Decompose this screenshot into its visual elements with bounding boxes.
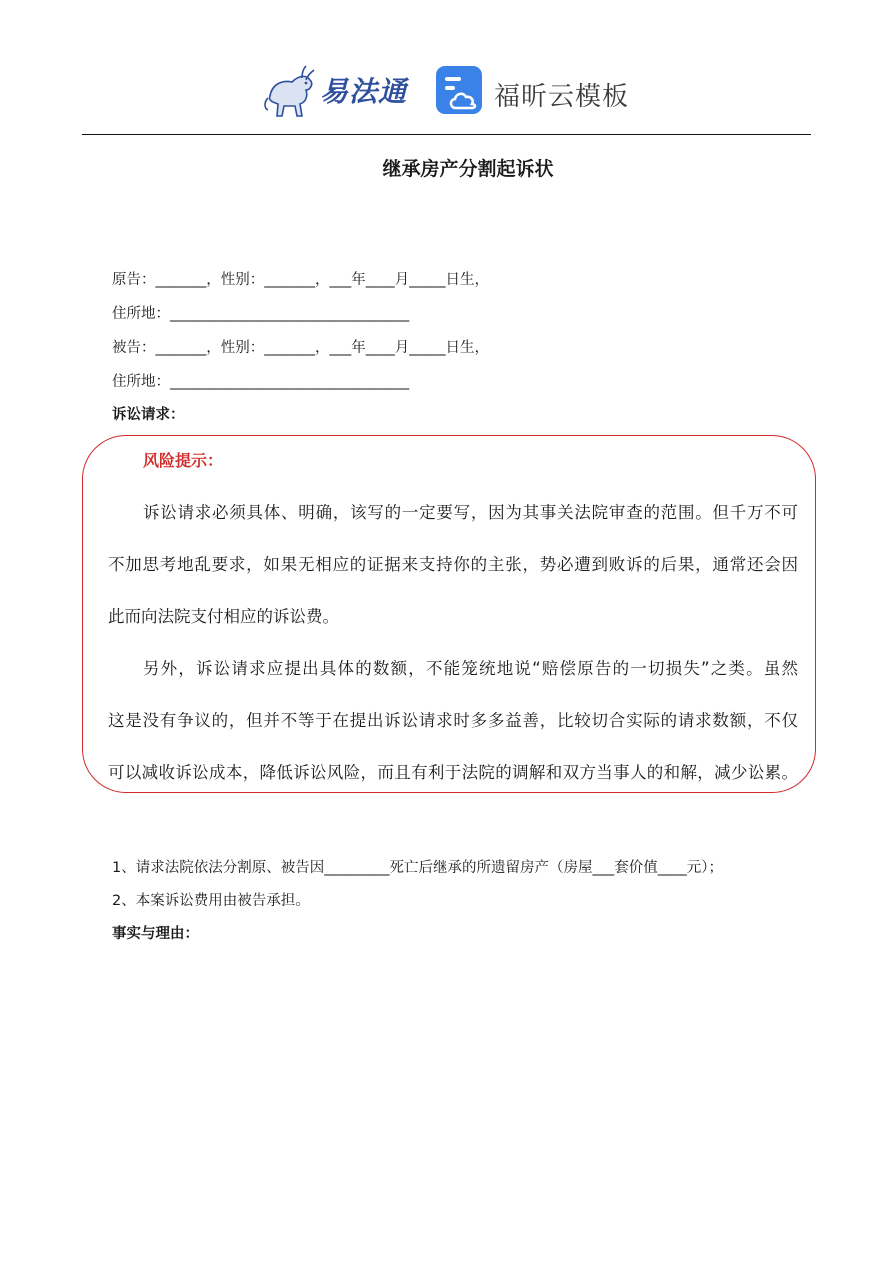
risk-text-line: 这是没有争议的，但并不等于在提出诉讼请求时多多益善，比较切合实际的请求数额，不仅: [108, 711, 798, 730]
foxit-brand: 福昕云模板: [494, 82, 630, 112]
header-divider: [82, 134, 811, 135]
document-title: 继承房产分割起诉状: [382, 158, 554, 180]
risk-text-line: 不加思考地乱要求，如果无相应的证据来支持你的主张，势必遭到败诉的后果，通常还会因: [108, 555, 798, 574]
yifatong-logo: [262, 62, 417, 122]
page-header: [0, 56, 893, 126]
risk-warning-heading: 风险提示：: [143, 451, 224, 470]
qilin-icon: [262, 62, 318, 122]
defendant-line: 被告：_______，性别：_______，___年____月_____日生，: [112, 340, 489, 356]
foxit-template-logo: [436, 64, 636, 120]
plaintiff-address-line: 住所地：_________________________________: [112, 306, 410, 322]
defendant-address-line: 住所地：_________________________________: [112, 374, 410, 390]
risk-text-line: 诉讼请求必须具体、明确，该写的一定要写，因为其事关法院审查的范围。但千万不可: [143, 503, 798, 522]
risk-text-line: 此而向法院支付相应的诉讼费。: [108, 607, 339, 626]
plaintiff-line: 原告：_______，性别：_______，___年____月_____日生，: [112, 272, 489, 288]
cloud-document-icon: [436, 64, 486, 116]
yifatong-brand: 易法通: [320, 75, 408, 108]
claim-item-2: 2、本案诉讼费用由被告承担。: [112, 893, 310, 909]
risk-text-line: 另外，诉讼请求应提出具体的数额，不能笼统地说“赔偿原告的一切损失”之类。虽然: [143, 659, 798, 678]
claims-heading: 诉讼请求：: [112, 407, 185, 423]
facts-heading: 事实与理由：: [112, 926, 199, 942]
claim-item-1: 1、请求法院依法分割原、被告因_________死亡后继承的所遗留房产（房屋___套价值____元）；: [112, 860, 723, 876]
risk-text-line: 可以减收诉讼成本，降低诉讼风险，而且有利于法院的调解和双方当事人的和解，减少讼累。: [108, 763, 798, 782]
